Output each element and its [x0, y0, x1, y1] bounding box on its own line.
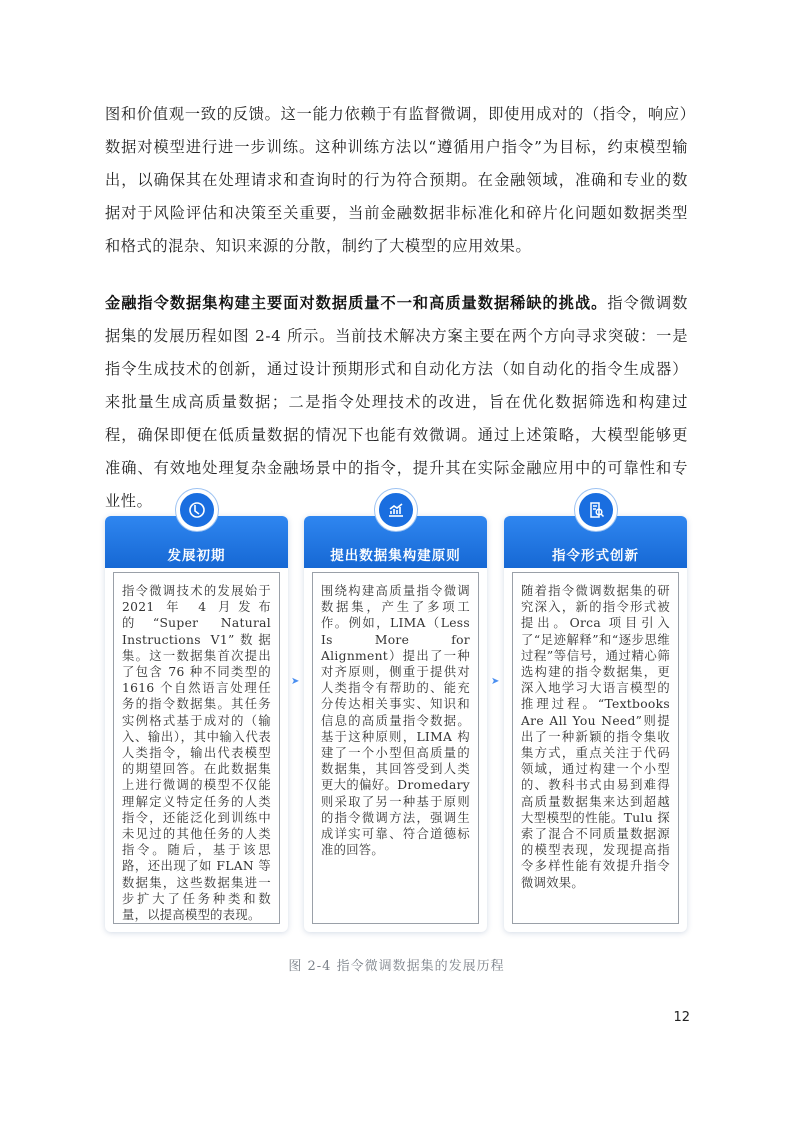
flow-arrow-icon: ➤	[491, 676, 500, 687]
card-title: 提出数据集构建原则	[330, 548, 461, 564]
card-title: 发展初期	[167, 548, 226, 564]
chart-icon	[375, 489, 417, 531]
paragraph-2-body: 指令微调数据集的发展历程如图 2-4 所示。当前技术解决方案主要在两个方向寻求突破：一是指令生成技术的创新，通过设计预期形式和自动化方法（如自动化的指令生成器）来批量生成高质量数据；二是指令处理技术的改进，旨在优化数据筛选和构建过程，确保即便在低质量数据的情况下也能有效微调。通过上述策略，大模型能够更准确、有效地处理复杂金融场景中的指令，提升其在实际金融应用中的可靠性和专业性。	[105, 294, 689, 510]
stage-card-early	[105, 516, 288, 932]
card-header	[504, 516, 687, 568]
figure-caption: 图 2-4 指令微调数据集的发展历程	[288, 959, 505, 974]
card-body: 随着指令微调数据集的研究深入，新的指令形式被提出。Orca 项目引入了“足迹解释”和“逐步思维过程”等信号，通过精心筛选构建的指令数据集，更深入地学习大语言模型的推理过程。“Textbooks Are All You Need”则提出了一种新颖的指令集收集方式，重点关注于代码领域，通过构建一个小型的、教科书式由易到难得高质量数据集来达到超越大型模型的性能。Tulu 探索了混合不同质量数据源的模型表现，发现提高指令多样性能有效提升指令微调效果。	[512, 572, 679, 924]
card-body: 围绕构建高质量指令微调数据集，产生了多项工作。例如，LIMA（Less Is More for Alignment）提出了一种对齐原则，侧重于提供对人类指令有帮助的、能充分传达相关事实、知识和信息的高质量指令数据。基于这种原则，LIMA 构建了一个小型但高质量的数据集，其回答受到人类更大的偏好。Dromedary 则采取了另一种基于原则的指令微调方法，强调生成详实可靠、符合道德标准的回答。	[312, 572, 479, 924]
card-header	[105, 516, 288, 568]
card-body: 指令微调技术的发展始于2021 年 4 月发布的“Super Natural Instructions V1”数据集。这一数据集首次提出了包含 76 种不同类型的1616 个自然语言处理任务的指令数据集。其任务实例格式基于成对的（输入、输出），其中输入代表人类指令，输出代表模型的期望回答。在此数据集上进行微调的模型不仅能理解定义特定任务的人类指令，还能泛化到训练中未见过的其他任务的人类指令。随后，基于该思路，还出现了如 FLAN 等数据集，这些数据集进一步扩大了任务种类和数量，以提高模型的表现。	[113, 572, 280, 924]
paragraph-2-lead: 金融指令数据集构建主要面对数据质量不一和高质量数据稀缺的挑战。	[105, 294, 608, 312]
flow-arrow-icon: ➤	[291, 676, 300, 687]
page-number: 12	[673, 1010, 690, 1025]
timeline-icon	[176, 489, 218, 531]
stage-card-innovation	[504, 516, 687, 932]
stage-card-principles	[304, 516, 487, 932]
paragraph-2	[105, 287, 688, 518]
card-title: 指令形式创新	[552, 548, 639, 564]
document-search-icon	[575, 489, 617, 531]
paragraph-1: 图和价值观一致的反馈。这一能力依赖于有监督微调，即使用成对的（指令，响应）数据对模型进行进一步训练。这种训练方法以“遵循用户指令”为目标，约束模型输出，以确保其在处理请求和查询时的行为符合预期。在金融领域，准确和专业的数据对于风险评估和决策至关重要，当前金融数据非标准化和碎片化问题如数据类型和格式的混杂、知识来源的分散，制约了大模型的应用效果。	[105, 105, 688, 255]
card-header	[304, 516, 487, 568]
